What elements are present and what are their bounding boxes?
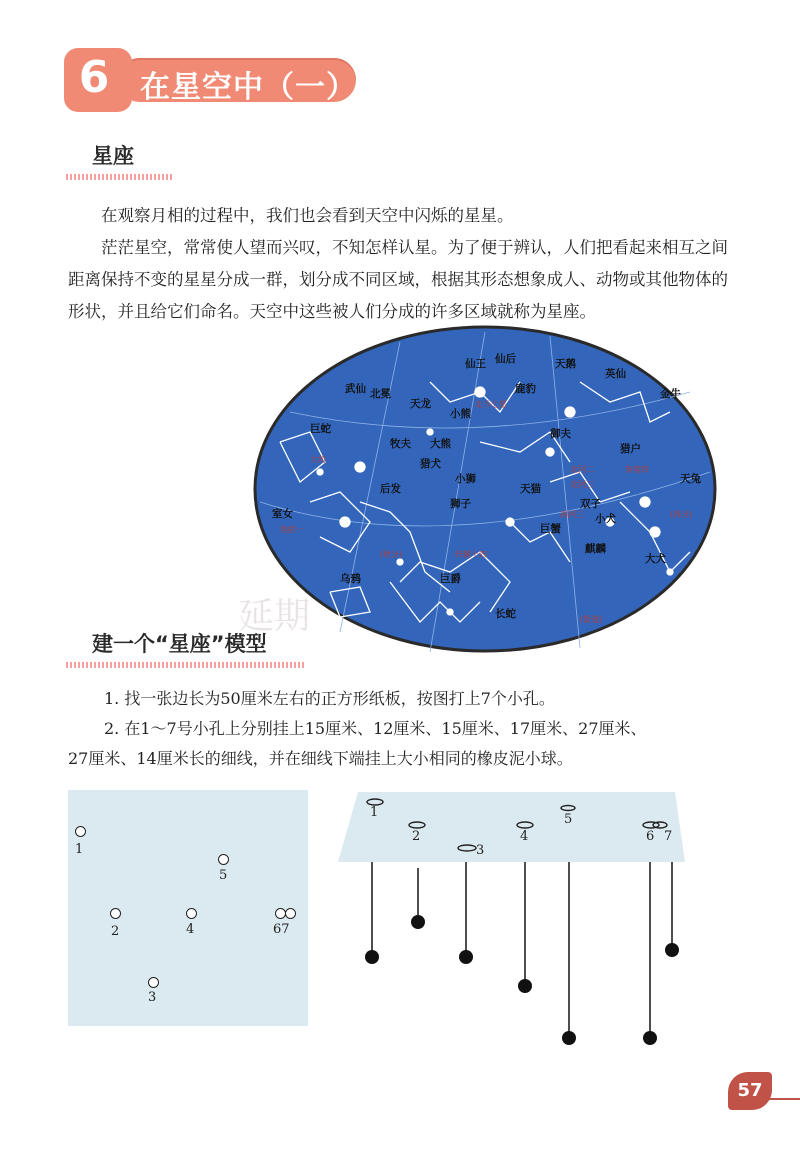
chapter-title: 在星空中（一） xyxy=(140,70,357,105)
hole-4-label: 4 xyxy=(186,922,195,937)
label-corona-borealis: 北冕 xyxy=(370,388,391,400)
watermark: 延期 xyxy=(238,596,311,637)
paragraph-1: 在观察月相的过程中，我们也会看到天空中闪烁的星星。 xyxy=(101,206,514,225)
label-orion: 猎户 xyxy=(620,443,641,455)
heading-underline-2 xyxy=(66,662,306,668)
label-bootes: 牧夫 xyxy=(390,438,411,450)
step-2: 2. 在1～7号小孔上分别挂上15厘米、12厘米、15厘米、17厘米、27厘米、 xyxy=(104,719,647,738)
step-2-continued: 27厘米、14厘米长的细线，并在细线下端挂上大小相同的橡皮泥小球。 xyxy=(68,749,573,768)
heading-underline xyxy=(66,174,174,180)
hole-2 xyxy=(110,908,121,919)
label-spring-equinox: (春分) xyxy=(670,510,693,519)
model-label-7: 7 xyxy=(664,829,673,844)
label-corvus: 乌鸦 xyxy=(340,573,361,585)
label-serpens: 巨蛇 xyxy=(310,423,331,435)
label-gemini: 双子 xyxy=(580,498,601,510)
hole-2-label: 2 xyxy=(111,924,120,939)
hanging-model-diagram xyxy=(330,790,690,1050)
hole-7 xyxy=(285,908,296,919)
label-big-dipper: 北斗七星 xyxy=(475,400,507,409)
label-leo-minor: 小狮 xyxy=(455,473,476,485)
hole-1 xyxy=(75,826,86,837)
label-cassiopeia: 仙后 xyxy=(495,353,516,365)
hole-5-label: 5 xyxy=(219,868,228,883)
star-map xyxy=(250,322,720,656)
label-cygnus: 天鹅 xyxy=(555,358,576,370)
label-taurus: 金牛 xyxy=(660,388,681,400)
label-cepheus: 仙王 xyxy=(465,358,486,370)
model-label-1: 1 xyxy=(370,805,379,820)
model-label-5: 5 xyxy=(564,812,573,827)
label-spica: 角宿一 xyxy=(280,525,304,534)
label-crater: 巨爵 xyxy=(440,573,461,585)
label-monoceros: 麒麟 xyxy=(585,543,606,555)
label-arcturus: 大角 xyxy=(310,455,326,464)
label-camelopardalis: 鹿豹 xyxy=(515,383,536,395)
model-label-2: 2 xyxy=(412,829,421,844)
model-balls xyxy=(365,915,679,1045)
label-leo: 狮子 xyxy=(450,498,471,510)
section-heading-model: 建一个“星座”模型 xyxy=(92,632,267,656)
label-lynx: 天猫 xyxy=(520,483,541,495)
label-canes-venatici: 猎犬 xyxy=(420,458,441,470)
hole-4 xyxy=(186,908,197,919)
model-board xyxy=(338,792,685,862)
label-lepus: 天兔 xyxy=(680,473,701,485)
hole-3 xyxy=(148,977,159,988)
page-number-line xyxy=(768,1098,800,1100)
label-procyon: 南河三 xyxy=(560,510,584,519)
hole-5 xyxy=(218,854,229,865)
intro-text xyxy=(68,200,728,328)
label-regulus: 轩辕十四 xyxy=(455,550,487,559)
hole-1-label: 1 xyxy=(75,842,84,857)
model-strings xyxy=(372,862,672,1038)
step-1: 1. 找一张边长为50厘米左右的正方形纸板，按图打上7个小孔。 xyxy=(104,689,555,708)
label-canis-minor: 小犬 xyxy=(595,513,616,525)
label-draco: 天龙 xyxy=(410,398,431,410)
label-canis-major: 大犬 xyxy=(645,553,666,565)
page-number: 57 xyxy=(737,1080,763,1101)
label-perseus: 英仙 xyxy=(605,368,626,380)
label-galactic-plane: (银道) xyxy=(580,615,603,624)
label-auriga: 御夫 xyxy=(550,428,571,440)
label-hydra: 长蛇 xyxy=(495,608,516,620)
label-autumn-equinox: (秋分) xyxy=(380,550,403,559)
chapter-number: 6 xyxy=(78,52,110,103)
label-cancer: 巨蟹 xyxy=(540,523,561,535)
hole-67-label: 67 xyxy=(273,922,290,937)
label-pollux: 北河三 xyxy=(570,480,594,489)
label-virgo: 室女 xyxy=(272,508,293,520)
section-heading-constellation: 星座 xyxy=(92,144,134,168)
model-label-4: 4 xyxy=(520,829,529,844)
star-map-ellipse xyxy=(255,327,715,651)
label-coma-berenices: 后发 xyxy=(380,483,401,495)
model-label-3: 3 xyxy=(476,843,485,858)
hole-3-label: 3 xyxy=(148,990,157,1005)
label-betelgeuse: 参宿四 xyxy=(625,465,649,474)
label-castor: 北河二 xyxy=(570,465,594,474)
model-label-6: 6 xyxy=(646,829,655,844)
label-hercules: 武仙 xyxy=(345,383,366,395)
label-ursa-major: 大熊 xyxy=(430,438,451,450)
paragraph-2: 茫茫星空，常常使人望而兴叹，不知怎样认星。为了便于辨认，人们把看起来相互之间距离保持不变的星星分成一群，划分成不同区域，根据其形态想象成人、动物或其他物体的形状，并且给它们命名。天空中这些被人们分成的许多区域就称为星座。 xyxy=(68,238,728,321)
label-ursa-minor: 小熊 xyxy=(450,408,471,420)
